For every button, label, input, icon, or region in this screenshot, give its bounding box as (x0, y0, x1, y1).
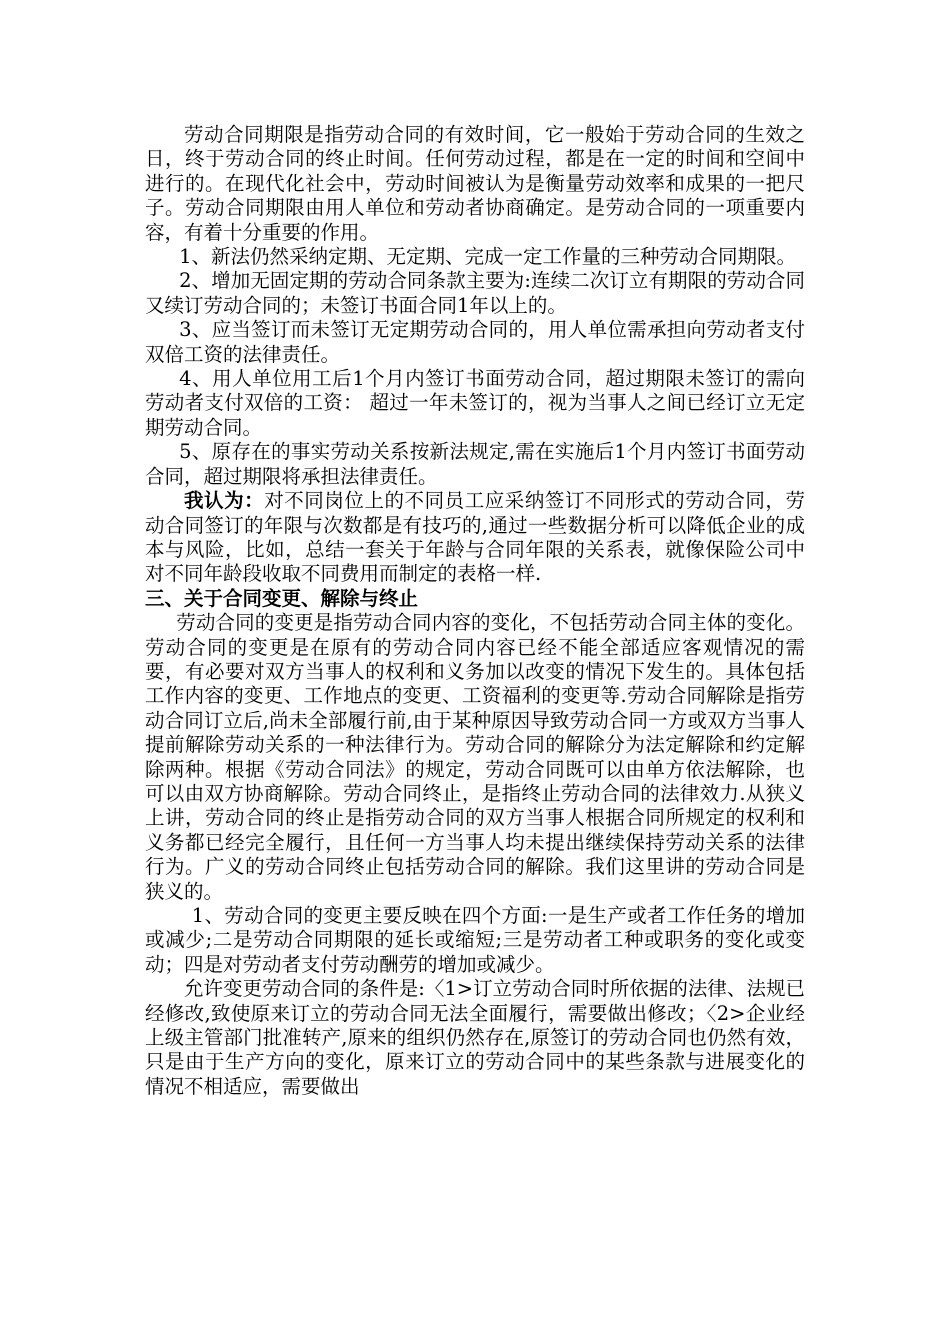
section-heading: 三、关于合同变更、解除与终止 (145, 586, 419, 610)
intro-paragraph: 劳动合同期限是指劳动合同的有效时间，它一般始于劳动合同的生效之日，终于劳动合同的终止时间。任何劳动过程，都是在一定的时间和空间中进行的。在现代化社会中，劳动时间被认为是衡量劳动效率和成果的一把尺子。劳动合同期限由用人单位和劳动者协商确定。是劳动合同的一项重要内容，有着十分重要的作用。 (145, 123, 805, 244)
term-item-1: 1、新法仍然采纳定期、无定期、完成一定工作量的三种劳动合同期限。 (179, 245, 797, 269)
term-item-3: 3、应当签订而未签订无定期劳动合同的，用人单位需承担向劳动者支付双倍工资的法律责任。 (145, 318, 805, 366)
section-body-paragraph: 劳动合同的变更是指劳动合同内容的变化，不包括劳动合同主体的变化。劳动合同的变更是在原有的劳动合同内容已经不能全部适应客观情况的需要，有必要对双方当事人的权利和义务加以改变的情况下发生的。具体包括工作内容的变更、工作地点的变更、工资福利的变更等.劳动合同解除是指劳动合同订立后,尚未全部履行前,由于某种原因导致劳动合同一方或双方当事人提前解除劳动关系的一种法律行为。劳动合同的解除分为法定解除和约定解除两种。根据《劳动合同法》的规定，劳动合同既可以由单方依法解除，也可以由双方协商解除。劳动合同终止，是指终止劳动合同的法律效力.从狭义上讲，劳动合同的终止是指劳动合同的双方当事人根据合同所规定的权利和义务都已经完全履行，且任何一方当事人均未提出继续保持劳动关系的法律行为。广义的劳动合同终止包括劳动合同的解除。我们这里讲的劳动合同是狭义的。 (145, 611, 805, 903)
change-item-1: 1、劳动合同的变更主要反映在四个方面:一是生产或者工作任务的增加或减少;二是劳动合同期限的延长或缩短;三是劳动者工种或职务的变化或变动；四是对劳动者支付劳动酬劳的增加或减少。 (145, 904, 805, 976)
document-page (145, 123, 805, 1099)
term-item-4: 4、用人单位用工后1个月内签订书面劳动合同，超过期限未签订的需向劳动者支付双倍的工资： 超过一年未签订的，视为当事人之间已经订立无定期劳动合同。 (145, 367, 805, 439)
opinion-text: 对不同岗位上的不同员工应采纳签订不同形式的劳动合同，劳动合同签订的年限与次数都是有技巧的,通过一些数据分析可以降低企业的成本与风险，比如，总结一套关于年龄与合同年限的关系表，就像保险公司中对不同年龄段收取不同费用而制定的表格一样. (145, 489, 805, 586)
term-item-5: 5、原存在的事实劳动关系按新法规定,需在实施后1个月内签订书面劳动合同，超过期限将承担法律责任。 (145, 440, 805, 488)
conditions-paragraph: 允许变更劳动合同的条件是:〈1>订立劳动合同时所依据的法律、法规已经修改,致使原来订立的劳动合同无法全面履行，需要做出修改；〈2>企业经上级主管部门批准转产,原来的组织仍然存在,原签订的劳动合同也仍然有效，只是由于生产方向的变化，原来订立的劳动合同中的某些条款与进展变化的情况不相适应，需要做出 (145, 977, 805, 1098)
opinion-label: 我认为： (184, 489, 265, 513)
opinion-paragraph (145, 489, 805, 587)
term-item-2: 2、增加无固定期的劳动合同条款主要为:连续二次订立有期限的劳动合同又续订劳动合同的；未签订书面合同1年以上的。 (145, 269, 805, 317)
